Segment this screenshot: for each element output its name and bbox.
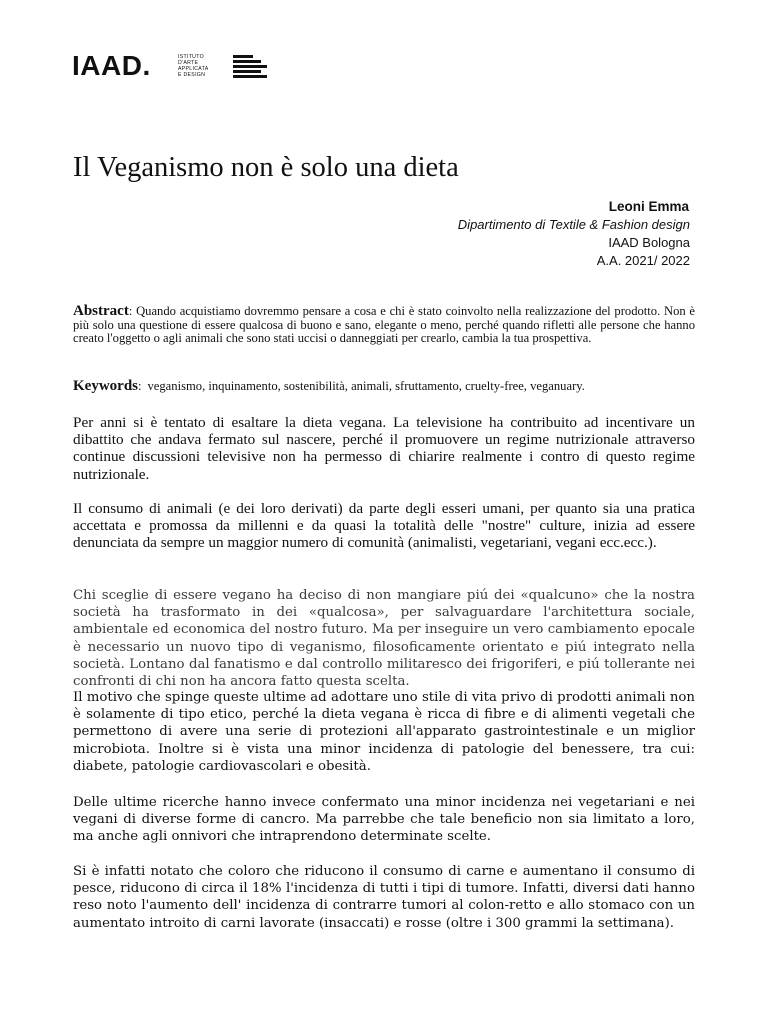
logo-subtitle-line: APPLICATA: [178, 66, 209, 72]
abstract-label: Abstract: [73, 303, 129, 319]
author-department: Dipartimento di Textile & Fashion design: [457, 217, 690, 232]
body-paragraph: Si è infatti notato che coloro che riducono il consumo di carne e aumentano il consumo di pesce, riducono di circa il 18% l'incidenza di tutti i tipi di tumore. Infatti, diversi dati hanno reso noto l'aumento dell' incidenza di contrarre tumori al colon-retto e allo stomaco con un aumentato introito di carni lavorate (insaccati) e rosse (oltre i 300 grammi la settimana).: [73, 864, 695, 931]
keywords-colon: :: [138, 379, 142, 393]
logo-subtitle: [178, 54, 238, 78]
author-name: Leoni Emma: [608, 199, 689, 214]
logo-subtitle-line: ISTITUTO: [178, 54, 204, 60]
keywords-label: Keywords: [73, 378, 138, 394]
logo-subtitle-line: E DESIGN: [178, 72, 206, 78]
keywords: [73, 378, 695, 394]
body-paragraph: Il motivo che spinge queste ultime ad adottare uno stile di vita privo di prodotti animali non è solamente di tipo etico, perché la dieta vegana è ricca di fibre e di alimenti vegetali che permettono di avere una serie di protezioni all'apparato gastrointestinale e un miglior microbiota. Inoltre si è vista una minor incidenza di patologie del benessere, tra cui: diabete, patologie cardiovascolari e obesità.: [73, 690, 695, 774]
body-paragraph: Delle ultime ricerche hanno invece confermato una minor incidenza nei vegetariani e nei vegani di diverse forme di cancro. Ma parrebbe che tale beneficio non sia limitato a loro, ma anche agli onnivori che intraprendono determinate scelte.: [73, 795, 695, 845]
body-paragraph: Il consumo di animali (e dei loro derivati) da parte degli esseri umani, per quanto sia una pratica accettata e promossa da millenni e da quasi la totalità delle "nostre" culture, inizia ad essere denunciata da sempre un maggior numero di comunità (animalisti, vegetariani, vegani ecc.ecc.).: [73, 500, 695, 552]
author-block: [350, 198, 690, 270]
body-paragraph: Per anni si è tentato di esaltare la dieta vegana. La televisione ha contribuito ad incentivare un dibattito che andava fermato sul nascere, perché il promuovere un regime nutrizionale attraverso continue discussioni televisive non ha permesso di chiarire realmente i contro di questo regime nutrizionale.: [73, 414, 695, 483]
academic-year: A.A. 2021/ 2022: [596, 253, 690, 268]
stacked-bars-logo-icon: [233, 55, 267, 79]
document-title: Il Veganismo non è solo una dieta: [73, 152, 459, 183]
logo-subtitle-line: D'ARTE: [178, 60, 199, 66]
keywords-text: veganismo, inquinamento, sostenibilità, animali, sfruttamento, cruelty-free, veganuary.: [147, 379, 585, 393]
author-institution: IAAD Bologna: [608, 235, 690, 250]
abstract-text: : Quando acquistiamo dovremmo pensare a cosa e chi è stato coinvolto nella realizzazione del prodotto. Non è più solo una questione di essere qualcosa di buono e sano, elegante o meno, perché quando rifletti alle persone che hanno creato l'oggetto o agli animali che sono stati uccisi o danneggiati per crearlo, cambia la tua prospettiva.: [73, 304, 695, 346]
logo-wordmark: IAAD.: [72, 50, 151, 81]
abstract: [73, 305, 695, 346]
body-paragraph: Chi sceglie di essere vegano ha deciso di non mangiare piú dei «qualcuno» che la nostra società ha trasformato in dei «qualcosa», per salvaguardare l'architettura sociale, ambientale ed economica del nostro futuro. Ma per inseguire un vero cambiamento epocale è necessario un nuovo tipo di veganismo, filosoficamente orientato e piú integrato nella società. Lontano dal fanatismo e dal controllo militaresco dei frigoriferi, e piú tollerante nei confronti di chi non ha ancora fatto questa scelta.: [73, 588, 695, 690]
